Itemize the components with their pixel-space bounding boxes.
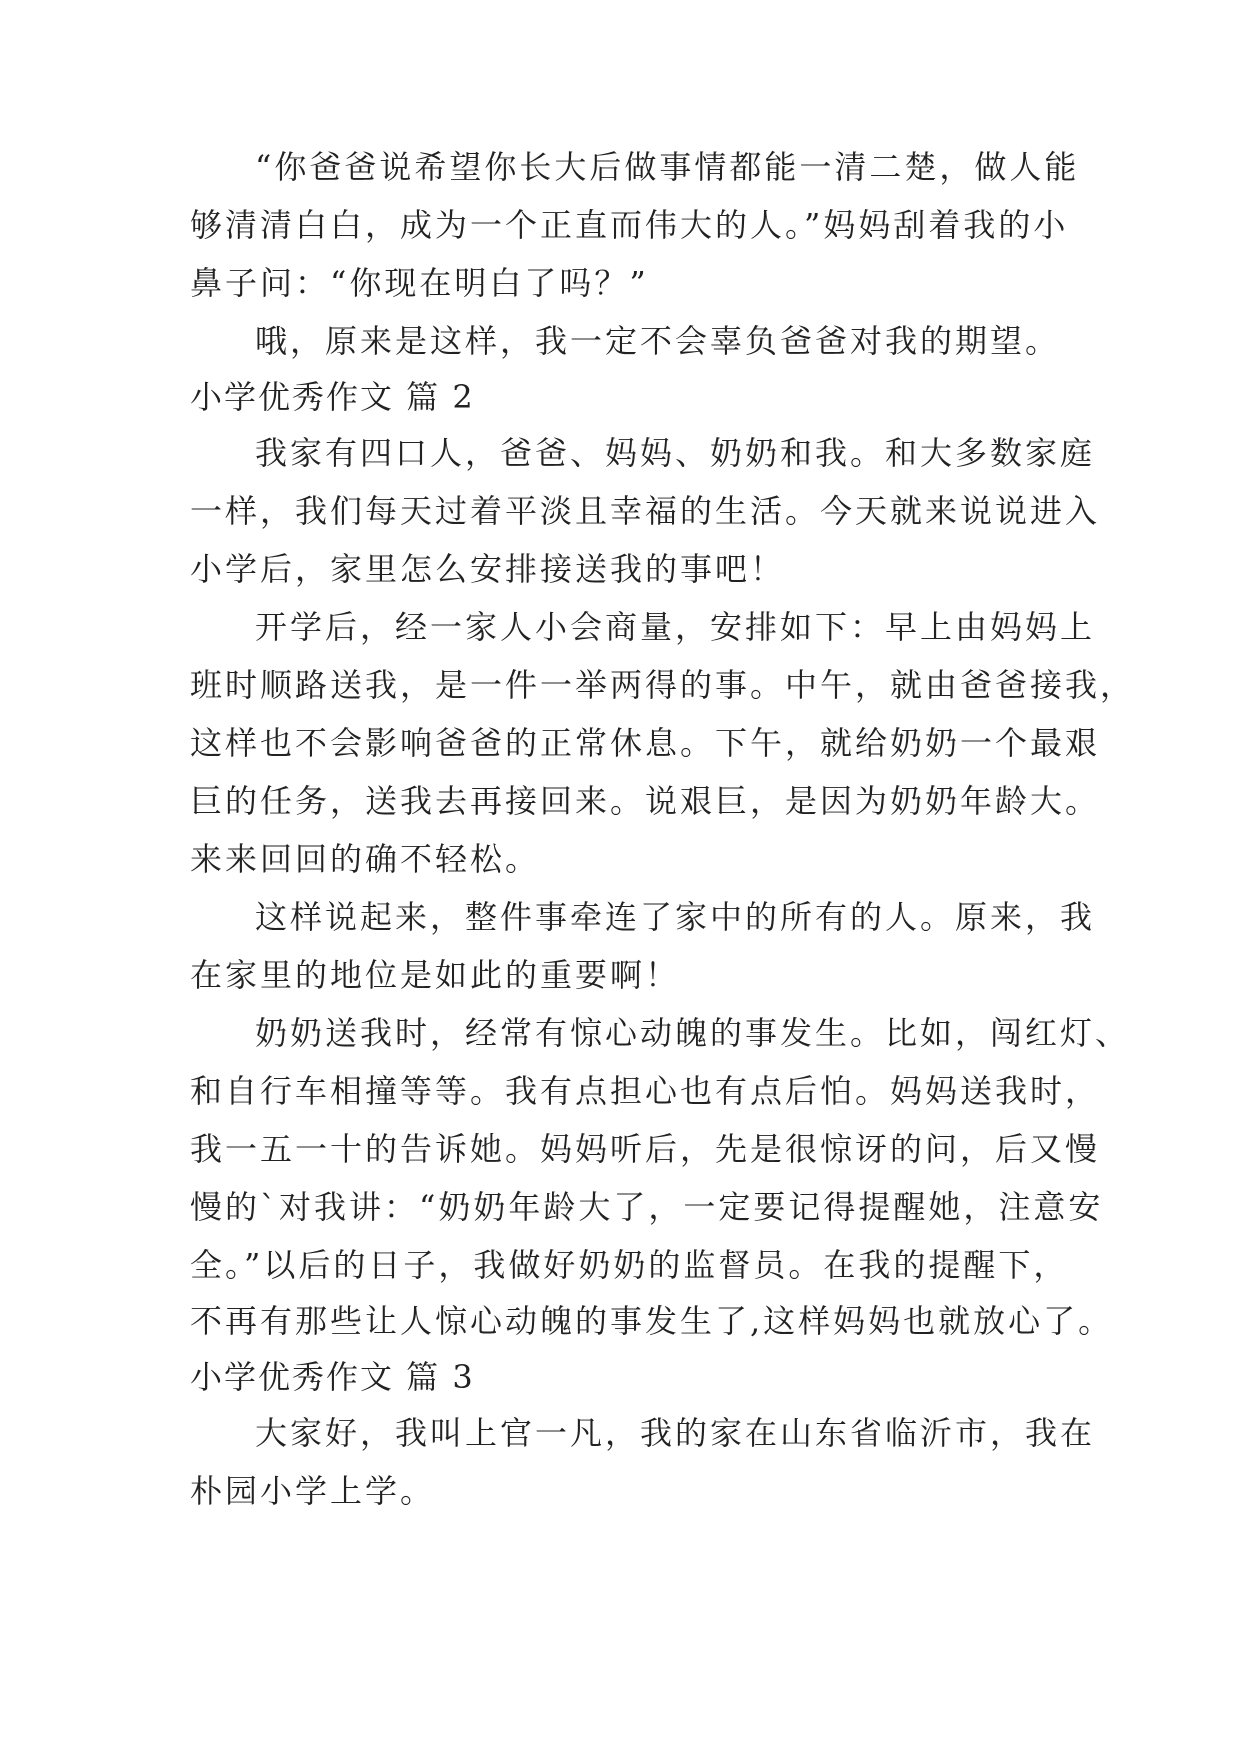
text-line: 小学后，家里怎么安排接送我的事吧！ [190, 550, 786, 588]
text-line: 开学后，经一家人小会商量，安排如下：早上由妈妈上 [255, 608, 1096, 646]
section-heading: 小学优秀作文 篇 2 [190, 378, 475, 416]
text-line: 班时顺路送我，是一件一举两得的事。中午，就由爸爸接我， [190, 666, 1136, 704]
text-line: 巨的任务，送我去再接回来。说艰巨，是因为奶奶年龄大。 [190, 782, 1101, 820]
text-line: 朴园小学上学。 [190, 1472, 436, 1510]
text-line: 我家有四口人，爸爸、妈妈、奶奶和我。和大多数家庭 [255, 434, 1096, 472]
text-line: 这样说起来，整件事牵连了家中的所有的人。原来，我 [255, 898, 1096, 936]
text-line: 慢的`对我讲：“奶奶年龄大了，一定要记得提醒她，注意安 [190, 1188, 1104, 1226]
text-line: 在家里的地位是如此的重要啊！ [190, 956, 681, 994]
text-line: 奶奶送我时，经常有惊心动魄的事发生。比如，闯红灯、 [255, 1014, 1131, 1052]
text-line: 不再有那些让人惊心动魄的事发生了,这样妈妈也就放心了。 [190, 1302, 1114, 1340]
text-line: 和自行车相撞等等。我有点担心也有点后怕。妈妈送我时， [190, 1072, 1101, 1110]
text-line: “你爸爸说希望你长大后做事情都能一清二楚，做人能 [255, 148, 1080, 186]
text-line: 来来回回的确不轻松。 [190, 840, 541, 878]
text-line: 哦，原来是这样，我一定不会辜负爸爸对我的期望。 [255, 322, 1061, 360]
text-line: 一样，我们每天过着平淡且幸福的生活。今天就来说说进入 [190, 492, 1101, 530]
text-line: 我一五一十的告诉她。妈妈听后，先是很惊讶的问，后又慢 [190, 1130, 1101, 1168]
text-line: 大家好，我叫上官一凡，我的家在山东省临沂市，我在 [255, 1414, 1096, 1452]
section-heading: 小学优秀作文 篇 3 [190, 1358, 475, 1396]
text-line: 全。”以后的日子，我做好奶奶的监督员。在我的提醒下， [190, 1246, 1069, 1284]
text-line: 这样也不会影响爸爸的正常休息。下午，就给奶奶一个最艰 [190, 724, 1101, 762]
text-line: 鼻子问：“你现在明白了吗？” [190, 264, 649, 302]
text-line: 够清清白白，成为一个正直而伟大的人。”妈妈刮着我的小 [190, 206, 1069, 244]
